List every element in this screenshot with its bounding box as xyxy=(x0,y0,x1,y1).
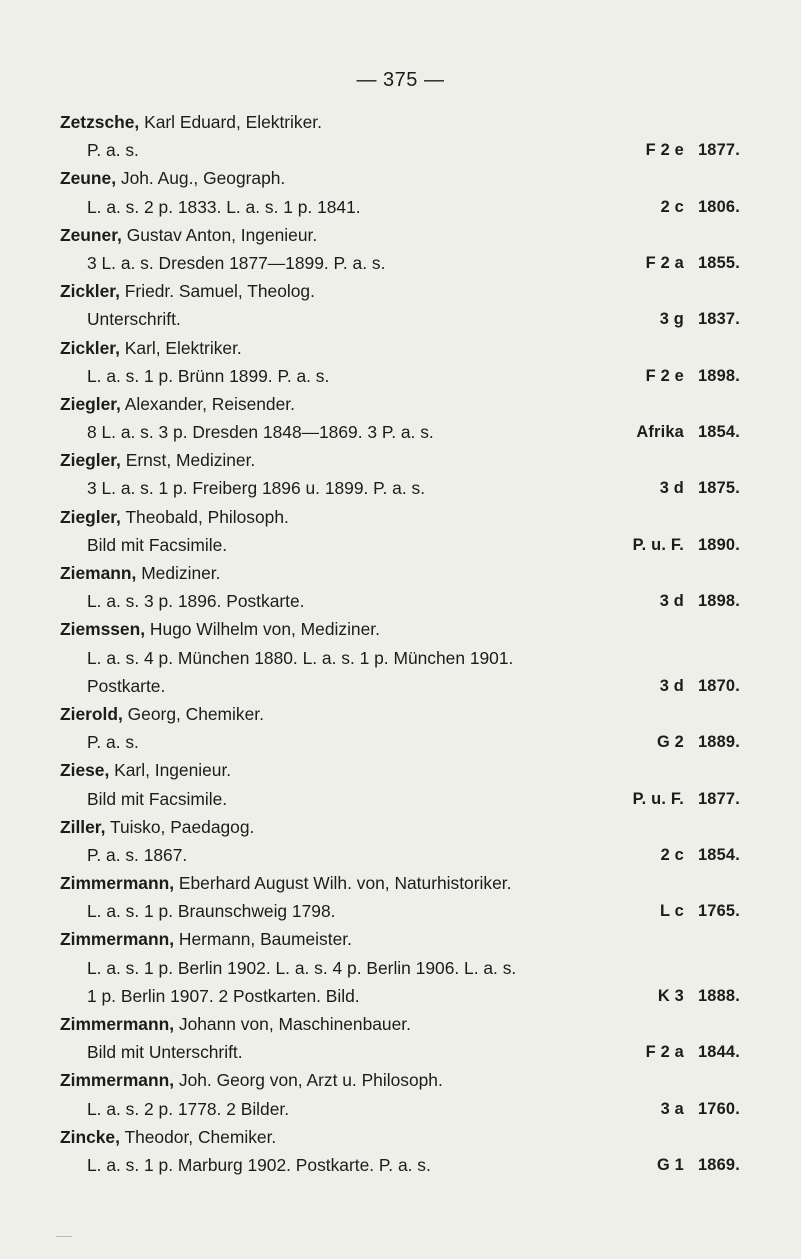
entry-heading xyxy=(60,334,740,362)
entry-detail-line xyxy=(60,644,740,672)
entry-detail-text: 3 L. a. s. Dresden 1877—1899. P. a. s. xyxy=(87,252,386,273)
entry-name: Zimmermann, xyxy=(60,1070,175,1091)
entry-detail-text: 3 L. a. s. 1 p. Freiberg 1896 u. 1899. P. a. s. xyxy=(87,478,426,499)
entry-detail-line xyxy=(60,982,740,1010)
entry-title: Gustav Anton, Ingenieur. xyxy=(126,224,318,245)
entry-year: 1854. xyxy=(697,423,740,442)
entry-heading xyxy=(60,559,740,587)
entry-heading xyxy=(60,1010,740,1038)
entry-heading xyxy=(60,446,740,474)
entry-signature: K 3 xyxy=(657,986,684,1005)
entry-detail-line xyxy=(60,1095,740,1123)
entry-catalog-ref xyxy=(646,249,740,277)
entry-detail-text: L. a. s. 2 p. 1833. L. a. s. 1 p. 1841. xyxy=(87,196,361,217)
entry-name: Ziegler, xyxy=(60,450,121,471)
entry-name: Ziemssen, xyxy=(60,619,146,640)
entry-heading xyxy=(60,869,740,897)
entry-signature: Afrika xyxy=(636,423,684,442)
entry-name: Zetzsche, xyxy=(60,112,140,132)
entry-heading xyxy=(60,756,740,784)
entry-detail-text: Bild mit Facsimile. xyxy=(87,788,228,809)
entry-detail-text: L. a. s. 3 p. 1896. Postkarte. xyxy=(87,591,305,612)
entry-name: Ziese, xyxy=(60,760,110,781)
entry-detail-text: 8 L. a. s. 3 p. Dresden 1848—1869. 3 P. a. s. xyxy=(87,422,434,443)
entry-signature: F 2 e xyxy=(645,366,684,385)
entry-detail-line xyxy=(60,728,740,756)
entry-heading xyxy=(60,221,740,249)
entry-title: Karl Eduard, Elektriker. xyxy=(144,112,322,132)
entry-title: Theodor, Chemiker. xyxy=(124,1126,277,1147)
entry-title: Karl, Ingenieur. xyxy=(114,760,232,781)
entry-catalog-ref xyxy=(657,1151,740,1179)
entry-name: Zierold, xyxy=(60,703,123,724)
entry-catalog-ref xyxy=(646,362,740,390)
entry-catalog-ref xyxy=(660,587,740,615)
entry-title: Tuisko, Paedagog. xyxy=(109,816,255,837)
entry-signature: F 2 a xyxy=(645,253,684,272)
entry-catalog-ref xyxy=(657,728,740,756)
entry-catalog-ref xyxy=(660,474,740,502)
entry-signature: G 2 xyxy=(656,733,684,752)
entry-signature: 3 d xyxy=(659,479,684,498)
entry-detail-line xyxy=(60,136,740,164)
entry-heading xyxy=(60,925,740,953)
entry-list xyxy=(60,108,740,1179)
entry-name: Ziegler, xyxy=(60,506,121,527)
entry-heading xyxy=(60,1066,740,1094)
entry-year: 1870. xyxy=(697,676,740,695)
entry-signature: 2 c xyxy=(660,845,684,864)
entry-title: Ernst, Mediziner. xyxy=(125,450,256,471)
entry-year: 1888. xyxy=(697,986,740,1005)
entry-name: Ziemann, xyxy=(60,563,137,583)
entry-name: Zickler, xyxy=(60,337,120,358)
entry-title: Friedr. Samuel, Theolog. xyxy=(124,281,315,302)
entry-name: Zickler, xyxy=(60,281,120,302)
page-number: — 375 — xyxy=(356,69,445,91)
entry-year: 1837. xyxy=(697,310,740,329)
entry-detail-text: L. a. s. 1 p. Braunschweig 1798. xyxy=(87,901,336,922)
entry-catalog-ref xyxy=(636,418,740,446)
entry-detail-text: 1 p. Berlin 1907. 2 Postkarten. Bild. xyxy=(87,985,360,1006)
entry-name: Ziller, xyxy=(60,816,106,837)
entry-title: Hermann, Baumeister. xyxy=(178,929,352,950)
entry-signature: P. u. F. xyxy=(632,535,684,554)
entry-title: Eberhard August Wilh. von, Naturhistoriker. xyxy=(178,873,512,894)
entry-year: 1890. xyxy=(697,535,740,554)
entry-detail-line xyxy=(60,785,740,813)
entry-detail-line xyxy=(60,305,740,333)
entry-detail-text: P. a. s. xyxy=(87,732,139,753)
entry-catalog-ref xyxy=(646,136,740,164)
margin-mark xyxy=(56,1236,72,1237)
entry-title: Karl, Elektriker. xyxy=(124,337,242,358)
entry-detail-line xyxy=(60,954,740,982)
entry-catalog-ref xyxy=(660,672,740,700)
entry-detail-text: Bild mit Facsimile. xyxy=(87,534,228,555)
entry-detail-line xyxy=(60,587,740,615)
entry-year: 1844. xyxy=(697,1043,740,1062)
entry-name: Zimmermann, xyxy=(60,929,175,950)
entry-title: Alexander, Reisender. xyxy=(124,393,295,414)
entry-catalog-ref xyxy=(633,785,740,813)
entry-year: 1898. xyxy=(697,592,740,611)
entry-year: 1855. xyxy=(697,253,740,272)
entry-year: 1765. xyxy=(697,902,740,921)
entry-title: Johann von, Maschinenbauer. xyxy=(178,1014,411,1034)
entry-heading xyxy=(60,1123,740,1151)
entry-detail-line xyxy=(60,474,740,502)
entry-detail-text: L. a. s. 2 p. 1778. 2 Bilder. xyxy=(87,1098,290,1119)
entry-name: Zincke, xyxy=(60,1126,120,1147)
entry-catalog-ref xyxy=(646,1038,740,1066)
entry-signature: F 2 e xyxy=(645,141,684,160)
entry-detail-line xyxy=(60,841,740,869)
entry-signature: P. u. F. xyxy=(632,789,684,808)
entry-detail-line xyxy=(60,531,740,559)
entry-year: 1889. xyxy=(697,733,740,752)
entry-detail-line xyxy=(60,249,740,277)
entry-title: Theobald, Philosoph. xyxy=(125,506,289,527)
entry-title: Joh. Georg von, Arzt u. Philosoph. xyxy=(178,1070,443,1091)
entry-catalog-ref xyxy=(660,897,740,925)
entry-catalog-ref xyxy=(661,841,740,869)
entry-detail-text: P. a. s. xyxy=(87,140,139,161)
entry-detail-line xyxy=(60,193,740,221)
entry-signature: F 2 a xyxy=(645,1043,684,1062)
entry-year: 1869. xyxy=(697,1155,740,1174)
entry-catalog-ref xyxy=(633,531,740,559)
entry-signature: 3 d xyxy=(659,676,684,695)
entry-name: Zeune, xyxy=(60,168,117,189)
entry-name: Zeuner, xyxy=(60,224,122,245)
entry-year: 1877. xyxy=(697,141,740,160)
entry-catalog-ref xyxy=(660,305,740,333)
entry-detail-line xyxy=(60,418,740,446)
entry-detail-text: Bild mit Unterschrift. xyxy=(87,1042,243,1063)
entry-name: Zimmermann, xyxy=(60,1014,175,1034)
entry-detail-text: L. a. s. 1 p. Marburg 1902. Postkarte. P. a. s. xyxy=(87,1154,431,1175)
entry-title: Mediziner. xyxy=(141,563,221,583)
entry-heading xyxy=(60,390,740,418)
entry-signature: 3 d xyxy=(659,592,684,611)
entry-signature: G 1 xyxy=(656,1155,684,1174)
entry-heading xyxy=(60,277,740,305)
entry-year: 1898. xyxy=(697,366,740,385)
entry-title: Joh. Aug., Geograph. xyxy=(120,168,286,189)
entry-year: 1806. xyxy=(697,197,740,216)
entry-year: 1875. xyxy=(697,479,740,498)
entry-detail-line xyxy=(60,1038,740,1066)
entry-detail-text: Unterschrift. xyxy=(87,309,181,330)
entry-signature: 3 a xyxy=(660,1099,684,1118)
entry-detail-text: P. a. s. 1867. xyxy=(87,844,188,865)
entry-heading xyxy=(60,813,740,841)
entry-year: 1760. xyxy=(697,1099,740,1118)
entry-detail-text: L. a. s. 4 p. München 1880. L. a. s. 1 p. München 1901. xyxy=(87,647,514,668)
entry-detail-text: L. a. s. 1 p. Berlin 1902. L. a. s. 4 p. Berlin 1906. L. a. s. xyxy=(87,957,517,978)
entry-catalog-ref xyxy=(661,1095,740,1123)
entry-catalog-ref xyxy=(661,193,740,221)
entry-detail-line xyxy=(60,1151,740,1179)
entry-detail-line xyxy=(60,362,740,390)
entry-year: 1877. xyxy=(697,789,740,808)
entry-name: Zimmermann, xyxy=(60,873,175,894)
entry-detail-line xyxy=(60,897,740,925)
entry-detail-text: L. a. s. 1 p. Brünn 1899. P. a. s. xyxy=(87,365,330,386)
entry-title: Hugo Wilhelm von, Mediziner. xyxy=(149,619,380,640)
entry-signature: 3 g xyxy=(659,310,684,329)
entry-heading xyxy=(60,503,740,531)
entry-signature: L c xyxy=(660,902,684,921)
entry-detail-text: Postkarte. xyxy=(87,675,166,696)
entry-heading xyxy=(60,615,740,643)
entry-year: 1854. xyxy=(697,845,740,864)
entry-heading xyxy=(60,164,740,192)
entry-signature: 2 c xyxy=(660,197,684,216)
entry-catalog-ref xyxy=(658,982,740,1010)
entry-name: Ziegler, xyxy=(60,393,121,414)
entry-heading xyxy=(60,700,740,728)
entry-detail-line xyxy=(60,672,740,700)
entry-heading xyxy=(60,108,740,136)
entry-title: Georg, Chemiker. xyxy=(127,703,264,724)
